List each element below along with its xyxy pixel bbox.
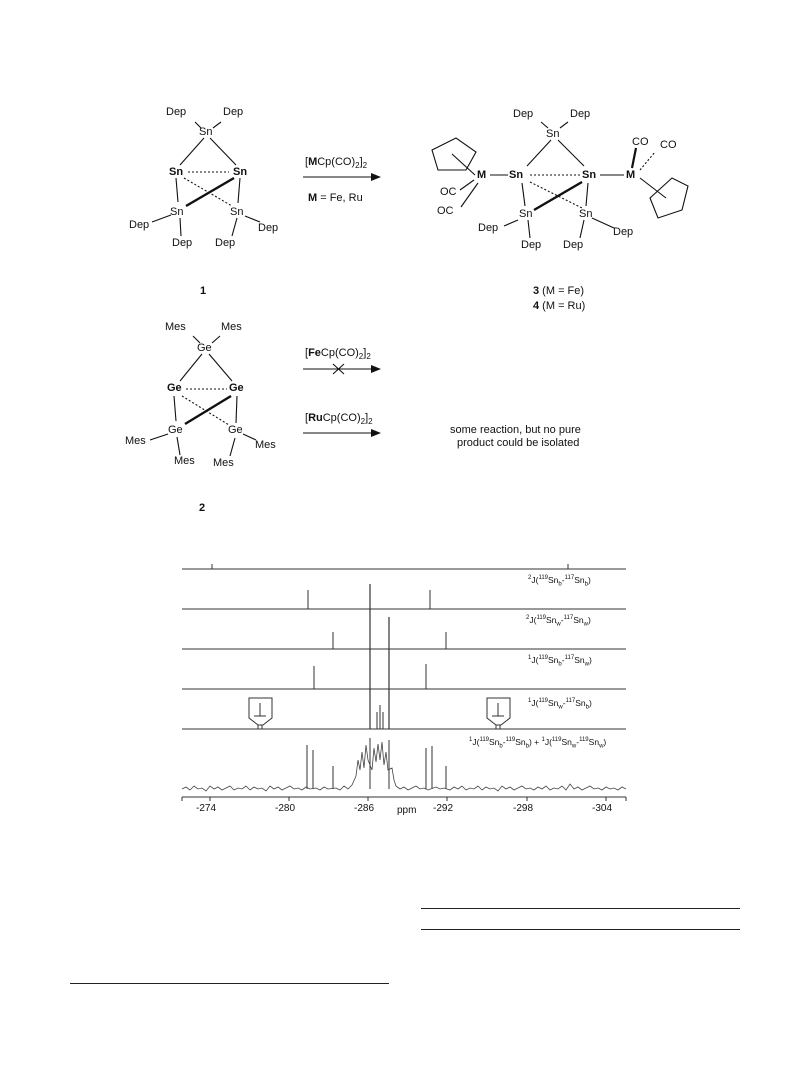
axis-tick-label: -292 xyxy=(433,803,454,814)
germanium-atom-label: Ge xyxy=(229,382,244,394)
coupling-label: $^1J(^{119}Sn_b-^{117}Sn_w)$ xyxy=(528,655,592,668)
coupling-label: $^2J(^{119}Sn_w-^{117}Sn_w)$ xyxy=(526,615,591,628)
germanium-atom-label: Ge xyxy=(167,382,182,394)
dep-label: Dep xyxy=(521,239,542,251)
axis-tick-label: -286 xyxy=(354,803,375,814)
dep-label: Dep xyxy=(613,226,634,238)
germanium-atom-label: Ge xyxy=(228,424,243,436)
axis-tick-label: -298 xyxy=(513,803,534,814)
reaction2-reagent: $[FeCp(CO)_2]_2$ xyxy=(305,347,371,362)
mes-label: Mes xyxy=(221,321,242,333)
reaction1-reagent: $[MCp(CO)_2]_2$ xyxy=(305,156,368,171)
tin-atom-label: Sn xyxy=(170,206,184,218)
reaction1-condition: M = Fe, Ru xyxy=(308,192,363,204)
germanium-atom-label: Ge xyxy=(168,424,183,436)
tin-atom-label: Sn xyxy=(546,128,560,140)
dep-label: Dep xyxy=(172,237,193,249)
coupling-label-combined: $^1J(^{119}Sn_b-^{119}Sn_b) + ^1J(^{119}Sn_w-^{119}Sn_w)$ xyxy=(469,737,607,750)
footnote-rule xyxy=(70,983,389,984)
mes-label: Mes xyxy=(213,457,234,469)
mes-label: Mes xyxy=(125,435,146,447)
compound-number-1: 1 xyxy=(200,285,207,297)
compound-label-4: 4 (M = Ru) xyxy=(533,300,586,312)
tin-atom-label: Sn xyxy=(230,206,244,218)
tin-atom-label: Sn xyxy=(199,126,213,138)
axis-label-ppm: ppm xyxy=(397,805,417,816)
axis-tick-label: -280 xyxy=(275,803,296,814)
axis-tick-label: -304 xyxy=(592,803,613,814)
metal-label: M xyxy=(626,169,636,181)
reaction3-reagent: $[RuCp(CO)_2]_2$ xyxy=(305,412,373,427)
tin-atom-label: Sn xyxy=(233,166,248,178)
dep-label: Dep xyxy=(129,219,150,231)
dep-label: Dep xyxy=(223,106,244,118)
carbonyl-label: CO xyxy=(632,136,649,148)
divider-rule xyxy=(421,908,740,909)
dep-label: Dep xyxy=(215,237,236,249)
outcome-text-line2: product could be isolated xyxy=(457,437,580,449)
dep-label: Dep xyxy=(563,239,584,251)
carbonyl-label: OC xyxy=(440,186,457,198)
tin-atom-label: Sn xyxy=(509,169,524,181)
tin-atom-label: Sn xyxy=(579,208,593,220)
dep-label: Dep xyxy=(478,222,499,234)
carbonyl-label: OC xyxy=(437,205,454,217)
dep-label: Dep xyxy=(258,222,279,234)
tin-atom-label: Sn xyxy=(519,208,533,220)
coupling-label: $^1J(^{119}Sn_w-^{117}Sn_b)$ xyxy=(528,698,592,711)
metal-label: M xyxy=(477,169,487,181)
dep-label: Dep xyxy=(513,108,534,120)
carbonyl-label: CO xyxy=(660,139,677,151)
compound-label-3: 3 (M = Fe) xyxy=(533,285,585,297)
compound-number-2: 2 xyxy=(199,502,206,514)
coupling-label: $^2J(^{119}Sn_b-^{117}Sn_b)$ xyxy=(528,575,591,588)
dep-label: Dep xyxy=(166,106,187,118)
mes-label: Mes xyxy=(255,439,276,451)
tin-atom-label: Sn xyxy=(582,169,597,181)
mes-label: Mes xyxy=(165,321,186,333)
axis-tick-label: -274 xyxy=(196,803,217,814)
germanium-atom-label: Ge xyxy=(197,342,212,354)
mes-label: Mes xyxy=(174,455,195,467)
dep-label: Dep xyxy=(570,108,591,120)
outcome-text-line1: some reaction, but no pure xyxy=(450,424,581,436)
tin-atom-label: Sn xyxy=(169,166,184,178)
divider-rule xyxy=(421,929,740,930)
